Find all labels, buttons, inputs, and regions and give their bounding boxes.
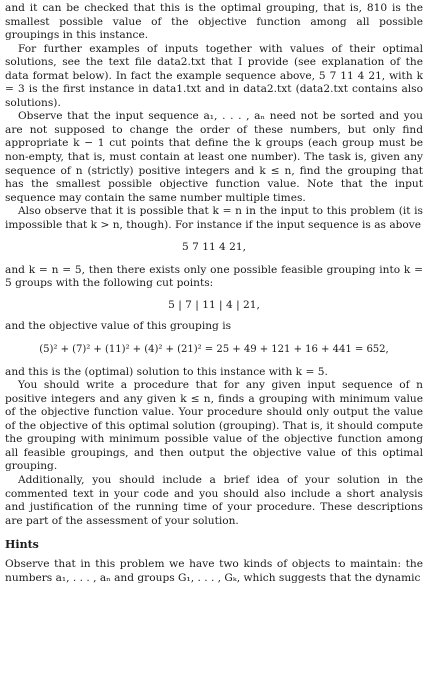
paragraph-objective-intro: and the objective value of this grouping is — [5, 320, 232, 333]
paragraph-assessment: Additionally, you should include a brief idea of your solution in the commented text in your code and you should also include a short analysis and justification of the running time of your procedure. These descriptions are part of the assessment of your solution. — [5, 473, 423, 527]
paragraph-optimal-solution: and this is the (optimal) solution to this instance with k = 5. — [5, 365, 328, 378]
paragraph-conclusion: and it can be checked that this is the optimal grouping, that is, 810 is the smallest possible value of the objective function among all possible groupings in this instance. — [5, 2, 423, 42]
display-cut-points: 5 | 7 | 11 | 4 | 21, — [168, 298, 260, 311]
paragraph-procedure-task: You should write a procedure that for any given input sequence of n positive integers and any given k ≤ n, finds a grouping with minimum value of the objective function value. Your procedure should only output the value of the objective of this optimal solution (grouping). That is, it should compute the grouping with minimum possible value of the objective function among all feasible groupings, and then output the objective value of this optimal grouping. — [5, 379, 423, 473]
display-objective-equation: (5)² + (7)² + (11)² + (4)² + (21)² = 25 + 49 + 121 + 16 + 441 = 652, — [39, 344, 389, 356]
paragraph-feasible-grouping: and k = n = 5, then there exists only one possible feasible grouping into k = 5 groups with the following cut points: — [5, 263, 423, 290]
display-sequence: 5 7 11 4 21, — [181, 241, 247, 254]
section-heading-hints: Hints — [5, 538, 39, 552]
paragraph-hints: Observe that in this problem we have two kinds of objects to maintain: the numbers a₁, . . . , aₙ and groups G₁, . . . , Gₖ, which suggests that the dynamic — [5, 558, 423, 584]
paragraph-input-order: Observe that the input sequence a₁, . . . , aₙ need not be sorted and you are not supposed to change the order of these numbers, but only find appropriate k − 1 cut points that define the k groups (each group must be non-empty, that is, must contain at least one number). The task is, given any sequence of n (strictly) positive integers and k ≤ n, find the grouping that has the smallest possible objective function value. Note that the input sequence may contain the same number multiple times. — [5, 110, 423, 204]
paragraph-k-equals-n: Also observe that it is possible that k = n in the input to this problem (it is impossible that k > n, though). For instance if the input sequence is as above — [5, 205, 423, 231]
paragraph-further-examples: For further examples of inputs together with values of their optimal solutions, see the text file data2.txt that I provide (see explanation of the data format below). In fact the example sequence above, 5 7 11 4 21, with k = 3 is the first instance in data1.txt and in data2.txt (data2.txt contains also solutions). — [5, 42, 423, 109]
